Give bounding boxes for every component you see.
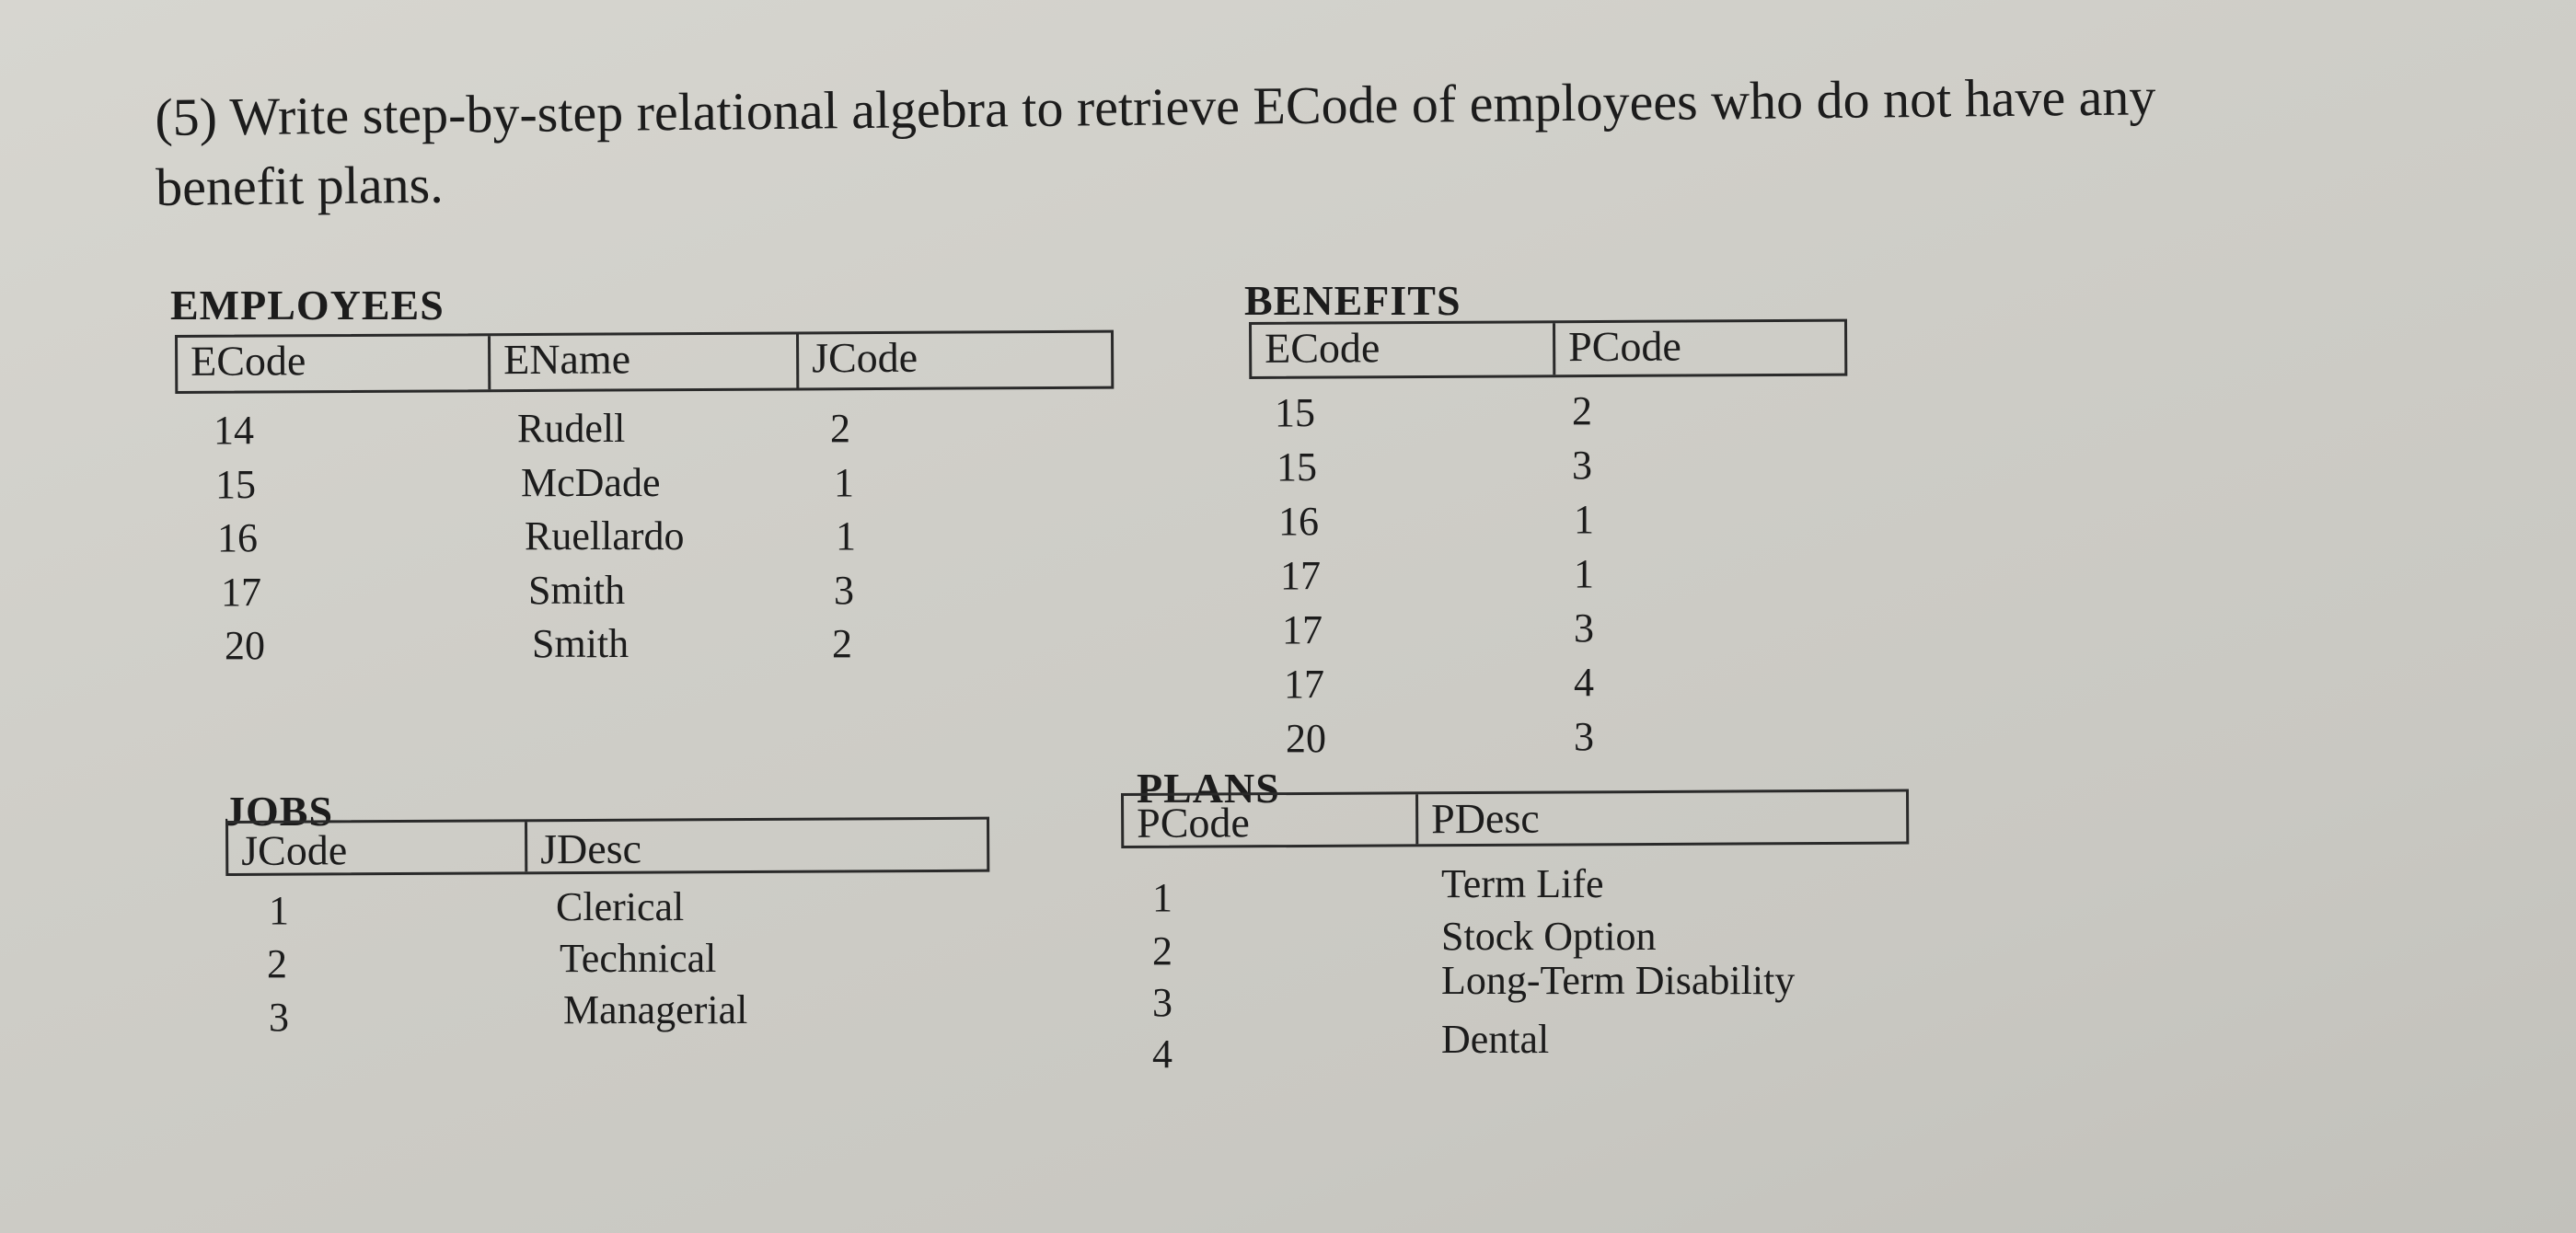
employees-cell: McDade [521, 460, 661, 505]
benefits-title: BENEFITS [1244, 277, 1461, 324]
employees-cell: Smith [532, 621, 630, 666]
employees-header-row [175, 330, 1114, 394]
benefits-cell: 16 [1278, 499, 1319, 544]
plans-cell: Long-Term Disability [1441, 958, 1796, 1003]
jobs-header-jdesc: JDesc [540, 824, 642, 873]
jobs-cell: 1 [269, 888, 289, 933]
jobs-cell: Clerical [556, 884, 685, 929]
jobs-cell: Managerial [563, 987, 748, 1032]
benefits-cell: 3 [1574, 714, 1594, 759]
benefits-cell: 1 [1574, 497, 1594, 542]
question-line-2: benefit plans. [155, 154, 444, 217]
question-line-1: (5) Write step-by-step relational algebra to retrieve ECode of employees who do not have any [155, 66, 2156, 147]
plans-cell: 1 [1152, 875, 1172, 920]
plans-cell: 4 [1152, 1031, 1172, 1077]
jobs-cell: 2 [267, 941, 287, 986]
employees-cell: Smith [528, 568, 626, 613]
jobs-header-jcode: JCode [228, 822, 527, 873]
plans-cell: 2 [1152, 928, 1172, 974]
employees-cell: Rudell [517, 406, 626, 451]
jobs-title: JOBS [224, 788, 334, 835]
employees-header-ecode: ECode [178, 336, 491, 391]
jobs-cell: 3 [269, 995, 289, 1040]
employees-cell: 3 [834, 568, 854, 613]
employees-cell: 17 [221, 570, 261, 615]
benefits-header-pcode: PCode [1568, 322, 1681, 371]
employees-cell: 1 [834, 460, 854, 505]
benefits-cell: 4 [1574, 660, 1594, 705]
benefits-cell: 17 [1284, 662, 1324, 707]
benefits-cell: 1 [1574, 551, 1594, 596]
employees-cell: 2 [832, 621, 852, 666]
benefits-cell: 17 [1280, 553, 1321, 598]
benefits-cell: 3 [1572, 443, 1592, 488]
employees-cell: 16 [217, 515, 258, 560]
employees-title: EMPLOYEES [170, 282, 445, 328]
benefits-cell: 3 [1574, 605, 1594, 651]
plans-cell: Dental [1441, 1017, 1550, 1062]
plans-cell: Term Life [1441, 861, 1604, 906]
benefits-cell: 17 [1282, 607, 1323, 652]
employees-header-ename: EName [491, 334, 799, 389]
jobs-cell: Technical [560, 936, 717, 981]
plans-header-pcode: PCode [1124, 794, 1418, 846]
benefits-cell: 2 [1572, 388, 1592, 433]
employees-header-jcode: JCode [812, 333, 918, 382]
benefits-cell: 15 [1276, 444, 1317, 490]
benefits-header-row [1249, 319, 1847, 379]
employees-cell: 14 [214, 408, 254, 453]
plans-header-pdesc: PDesc [1431, 794, 1540, 843]
employees-cell: 1 [836, 513, 856, 559]
benefits-cell: 15 [1275, 390, 1315, 435]
plans-header-row [1121, 789, 1909, 848]
employees-cell: 15 [215, 462, 256, 507]
plans-cell: Stock Option [1441, 914, 1657, 959]
question-text [155, 61, 2272, 223]
benefits-cell: 20 [1286, 716, 1326, 761]
benefits-header-ecode: ECode [1252, 323, 1555, 376]
jobs-header-row [225, 817, 989, 876]
employees-cell: Ruellardo [525, 513, 685, 559]
employees-cell: 2 [830, 406, 850, 451]
plans-title: PLANS [1137, 765, 1280, 812]
plans-cell: 3 [1152, 980, 1172, 1025]
employees-cell: 20 [225, 623, 265, 668]
